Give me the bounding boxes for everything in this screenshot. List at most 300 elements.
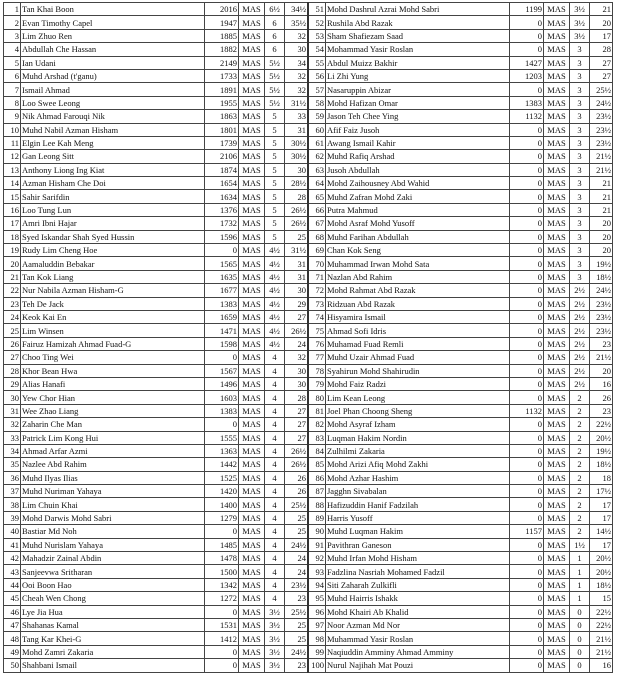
player-name-cell: Luqman Hakim Nordin [326, 431, 510, 444]
points-cell: 4 [265, 431, 285, 444]
player-name-cell: Li Zhi Yung [326, 69, 510, 82]
federation-cell: MAS [544, 203, 570, 216]
points-cell: 6½ [265, 3, 285, 16]
rating-cell: 0 [510, 203, 544, 216]
rating-cell: 1598 [205, 337, 239, 350]
federation-cell: MAS [239, 605, 265, 618]
federation-cell: MAS [544, 565, 570, 578]
rating-cell: 1383 [510, 96, 544, 109]
tiebreak-cell: 28 [590, 43, 613, 56]
rank-cell: 69 [308, 244, 326, 257]
points-cell: 4½ [265, 270, 285, 283]
rating-cell: 0 [205, 605, 239, 618]
federation-cell: MAS [544, 444, 570, 457]
player-name-cell: Muhd Ilyas Ilias [21, 471, 205, 484]
player-name-cell: Lim Winsen [21, 324, 205, 337]
rating-cell: 1659 [205, 310, 239, 323]
table-row [4, 659, 613, 672]
player-name-cell: Mohd Rahmat Abd Razak [326, 284, 510, 297]
rank-cell: 28 [4, 364, 21, 377]
points-cell: 3 [570, 230, 590, 243]
table-row [4, 431, 613, 444]
player-name-cell: Keok Kai En [21, 310, 205, 323]
player-name-cell: Azman Hisham Che Doi [21, 177, 205, 190]
points-cell: 3 [570, 110, 590, 123]
federation-cell: MAS [239, 645, 265, 658]
rank-cell: 54 [308, 43, 326, 56]
federation-cell: MAS [239, 565, 265, 578]
player-name-cell: Loo Swee Leong [21, 96, 205, 109]
table-row [4, 110, 613, 123]
federation-cell: MAS [544, 43, 570, 56]
rank-cell: 26 [4, 337, 21, 350]
federation-cell: MAS [239, 310, 265, 323]
rank-cell: 17 [4, 217, 21, 230]
rating-cell: 1272 [205, 592, 239, 605]
rank-cell: 5 [4, 56, 21, 69]
player-name-cell: Patrick Lim Kong Hui [21, 431, 205, 444]
federation-cell: MAS [239, 150, 265, 163]
tiebreak-cell: 25½ [590, 83, 613, 96]
rating-cell: 2106 [205, 150, 239, 163]
rating-cell: 1739 [205, 136, 239, 149]
tiebreak-cell: 30 [285, 364, 309, 377]
player-name-cell: Khor Bean Hwa [21, 364, 205, 377]
rank-cell: 29 [4, 377, 21, 390]
tiebreak-cell: 27 [285, 418, 309, 431]
player-name-cell: Sham Shafiezam Saad [326, 29, 510, 42]
rank-cell: 46 [4, 605, 21, 618]
rank-cell: 22 [4, 284, 21, 297]
federation-cell: MAS [239, 230, 265, 243]
table-row [4, 538, 613, 551]
points-cell: 2½ [570, 337, 590, 350]
points-cell: 2 [570, 525, 590, 538]
federation-cell: MAS [544, 364, 570, 377]
rating-cell: 0 [510, 136, 544, 149]
points-cell: 3 [570, 257, 590, 270]
rating-cell: 1279 [205, 511, 239, 524]
points-cell: 4 [265, 538, 285, 551]
tiebreak-cell: 21 [590, 3, 613, 16]
rating-cell: 0 [510, 364, 544, 377]
points-cell: 4 [265, 485, 285, 498]
tiebreak-cell: 25½ [285, 498, 309, 511]
federation-cell: MAS [239, 190, 265, 203]
federation-cell: MAS [544, 351, 570, 364]
rating-cell: 0 [510, 632, 544, 645]
tiebreak-cell: 17 [590, 498, 613, 511]
tiebreak-cell: 28 [285, 391, 309, 404]
federation-cell: MAS [239, 444, 265, 457]
rank-cell: 63 [308, 163, 326, 176]
points-cell: 2½ [570, 377, 590, 390]
player-name-cell: Mohd Faiz Radzi [326, 377, 510, 390]
player-name-cell: Muhd Farihan Abdullah [326, 230, 510, 243]
tiebreak-cell: 21 [590, 177, 613, 190]
rank-cell: 12 [4, 150, 21, 163]
points-cell: 4 [265, 552, 285, 565]
rating-cell: 0 [510, 324, 544, 337]
player-name-cell: Hisyamira Ismail [326, 310, 510, 323]
rating-cell: 1565 [205, 257, 239, 270]
rating-cell: 1555 [205, 431, 239, 444]
rating-cell: 1955 [205, 96, 239, 109]
points-cell: 4 [265, 592, 285, 605]
tiebreak-cell: 23½ [590, 324, 613, 337]
rating-cell: 1634 [205, 190, 239, 203]
points-cell: 4½ [265, 284, 285, 297]
rank-cell: 53 [308, 29, 326, 42]
tiebreak-cell: 28½ [285, 177, 309, 190]
player-name-cell: Nurul Najihah Mat Pouzi [326, 659, 510, 672]
player-name-cell: Syed Iskandar Shah Syed Hussin [21, 230, 205, 243]
player-name-cell: Mohd Asraf Mohd Yusoff [326, 217, 510, 230]
player-name-cell: Mohd Zamri Zakaria [21, 645, 205, 658]
federation-cell: MAS [544, 538, 570, 551]
rating-cell: 0 [510, 552, 544, 565]
tiebreak-cell: 31½ [285, 244, 309, 257]
table-row [4, 391, 613, 404]
player-name-cell: Evan Timothy Capel [21, 16, 205, 29]
tiebreak-cell: 20 [590, 230, 613, 243]
player-name-cell: Teh De Jack [21, 297, 205, 310]
table-row [4, 444, 613, 457]
player-name-cell: Ridzuan Abd Razak [326, 297, 510, 310]
rank-cell: 43 [4, 565, 21, 578]
points-cell: 2 [570, 404, 590, 417]
rating-cell: 1885 [205, 29, 239, 42]
standings-body [4, 3, 613, 673]
rating-cell: 1882 [205, 43, 239, 56]
federation-cell: MAS [239, 324, 265, 337]
tiebreak-cell: 21½ [590, 632, 613, 645]
tiebreak-cell: 28 [285, 190, 309, 203]
player-name-cell: Nazlan Abd Rahim [326, 270, 510, 283]
tiebreak-cell: 21 [590, 190, 613, 203]
rating-cell: 0 [510, 645, 544, 658]
tiebreak-cell: 14½ [590, 525, 613, 538]
federation-cell: MAS [239, 110, 265, 123]
player-name-cell: Jusoh Abdullah [326, 163, 510, 176]
player-name-cell: Aamaluddin Bebakar [21, 257, 205, 270]
federation-cell: MAS [544, 270, 570, 283]
points-cell: 3½ [265, 645, 285, 658]
points-cell: 3 [570, 177, 590, 190]
table-row [4, 511, 613, 524]
rating-cell: 0 [510, 351, 544, 364]
player-name-cell: Mohd Zaihousney Abd Wahid [326, 177, 510, 190]
table-row [4, 163, 613, 176]
rating-cell: 0 [510, 190, 544, 203]
rating-cell: 0 [205, 525, 239, 538]
federation-cell: MAS [544, 56, 570, 69]
points-cell: 5 [265, 123, 285, 136]
rating-cell: 1471 [205, 324, 239, 337]
federation-cell: MAS [544, 418, 570, 431]
rank-cell: 86 [308, 471, 326, 484]
rank-cell: 93 [308, 565, 326, 578]
rank-cell: 90 [308, 525, 326, 538]
rank-cell: 47 [4, 618, 21, 631]
rating-cell: 1635 [205, 270, 239, 283]
player-name-cell: Muhd Uzair Ahmad Fuad [326, 351, 510, 364]
federation-cell: MAS [239, 136, 265, 149]
tiebreak-cell: 25 [285, 511, 309, 524]
player-name-cell: Anthony Liong Ing Kiat [21, 163, 205, 176]
rank-cell: 56 [308, 69, 326, 82]
points-cell: 2 [570, 444, 590, 457]
points-cell: 4 [265, 377, 285, 390]
tiebreak-cell: 23½ [590, 136, 613, 149]
federation-cell: MAS [544, 337, 570, 350]
player-name-cell: Muhd Arshad (t'ganu) [21, 69, 205, 82]
federation-cell: MAS [544, 123, 570, 136]
federation-cell: MAS [544, 471, 570, 484]
rank-cell: 36 [4, 471, 21, 484]
points-cell: 3 [570, 217, 590, 230]
rating-cell: 1500 [205, 565, 239, 578]
rating-cell: 0 [510, 659, 544, 672]
rank-cell: 78 [308, 364, 326, 377]
tiebreak-cell: 31 [285, 270, 309, 283]
federation-cell: MAS [544, 217, 570, 230]
federation-cell: MAS [239, 632, 265, 645]
rating-cell: 1531 [205, 618, 239, 631]
player-name-cell: Muhd Hairris Ishakk [326, 592, 510, 605]
rating-cell: 0 [510, 43, 544, 56]
rating-cell: 1863 [205, 110, 239, 123]
federation-cell: MAS [239, 177, 265, 190]
player-name-cell: Abdul Muizz Bakhir [326, 56, 510, 69]
federation-cell: MAS [544, 297, 570, 310]
rating-cell: 2149 [205, 56, 239, 69]
points-cell: 4½ [265, 297, 285, 310]
player-name-cell: Muhd Zafran Mohd Zaki [326, 190, 510, 203]
table-row [4, 257, 613, 270]
rating-cell: 0 [510, 418, 544, 431]
rank-cell: 13 [4, 163, 21, 176]
tiebreak-cell: 18 [590, 471, 613, 484]
federation-cell: MAS [544, 284, 570, 297]
rating-cell: 1947 [205, 16, 239, 29]
federation-cell: MAS [544, 578, 570, 591]
table-row [4, 324, 613, 337]
rating-cell: 0 [510, 337, 544, 350]
rating-cell: 1376 [205, 203, 239, 216]
player-name-cell: Muhd Nurislam Yahaya [21, 538, 205, 551]
tiebreak-cell: 22½ [590, 418, 613, 431]
points-cell: 3½ [570, 3, 590, 16]
rating-cell: 0 [510, 538, 544, 551]
tiebreak-cell: 24½ [590, 284, 613, 297]
rating-cell: 0 [510, 257, 544, 270]
points-cell: 3½ [570, 16, 590, 29]
points-cell: 4½ [265, 337, 285, 350]
table-row [4, 552, 613, 565]
federation-cell: MAS [544, 458, 570, 471]
rating-cell: 0 [510, 458, 544, 471]
tiebreak-cell: 17½ [590, 485, 613, 498]
points-cell: 4½ [265, 257, 285, 270]
player-name-cell: Jagghn Sivabalan [326, 485, 510, 498]
tiebreak-cell: 27 [285, 404, 309, 417]
federation-cell: MAS [544, 136, 570, 149]
federation-cell: MAS [239, 43, 265, 56]
rating-cell: 0 [510, 592, 544, 605]
tiebreak-cell: 30½ [285, 136, 309, 149]
table-row [4, 310, 613, 323]
tiebreak-cell: 21 [590, 203, 613, 216]
points-cell: 3 [570, 244, 590, 257]
federation-cell: MAS [239, 498, 265, 511]
rank-cell: 37 [4, 485, 21, 498]
points-cell: 1 [570, 578, 590, 591]
federation-cell: MAS [544, 431, 570, 444]
points-cell: 3 [570, 43, 590, 56]
rank-cell: 33 [4, 431, 21, 444]
rank-cell: 44 [4, 578, 21, 591]
tiebreak-cell: 27 [590, 56, 613, 69]
rank-cell: 18 [4, 230, 21, 243]
rank-cell: 51 [308, 3, 326, 16]
tiebreak-cell: 23½ [590, 110, 613, 123]
player-name-cell: Fadzlina Nasriah Mohamed Fadzil [326, 565, 510, 578]
tiebreak-cell: 19½ [590, 257, 613, 270]
player-name-cell: Lim Zhuo Ren [21, 29, 205, 42]
player-name-cell: Muhamad Fuad Remli [326, 337, 510, 350]
table-row [4, 404, 613, 417]
rating-cell: 0 [205, 418, 239, 431]
tiebreak-cell: 23½ [285, 578, 309, 591]
federation-cell: MAS [544, 511, 570, 524]
player-name-cell: Tan Kok Liang [21, 270, 205, 283]
table-row [4, 351, 613, 364]
rank-cell: 10 [4, 123, 21, 136]
tiebreak-cell: 22½ [590, 605, 613, 618]
rating-cell: 1199 [510, 3, 544, 16]
table-row [4, 632, 613, 645]
player-name-cell: Shahbani Ismail [21, 659, 205, 672]
player-name-cell: Pavithran Ganeson [326, 538, 510, 551]
federation-cell: MAS [544, 16, 570, 29]
rating-cell: 0 [205, 351, 239, 364]
rank-cell: 49 [4, 645, 21, 658]
rank-cell: 30 [4, 391, 21, 404]
points-cell: 4 [265, 511, 285, 524]
player-name-cell: Sahir Sarifdin [21, 190, 205, 203]
tiebreak-cell: 20 [590, 244, 613, 257]
points-cell: 5½ [265, 56, 285, 69]
table-row [4, 618, 613, 631]
federation-cell: MAS [239, 552, 265, 565]
points-cell: 3 [570, 190, 590, 203]
points-cell: 0 [570, 645, 590, 658]
tiebreak-cell: 32 [285, 351, 309, 364]
points-cell: 5½ [265, 96, 285, 109]
points-cell: 4½ [265, 310, 285, 323]
points-cell: 5 [265, 230, 285, 243]
rank-cell: 82 [308, 418, 326, 431]
rank-cell: 100 [308, 659, 326, 672]
federation-cell: MAS [239, 163, 265, 176]
rating-cell: 0 [510, 605, 544, 618]
federation-cell: MAS [239, 485, 265, 498]
tiebreak-cell: 30 [285, 43, 309, 56]
player-name-cell: Zulhilmi Zakaria [326, 444, 510, 457]
rating-cell: 0 [510, 230, 544, 243]
rating-cell: 1891 [205, 83, 239, 96]
federation-cell: MAS [239, 351, 265, 364]
player-name-cell: Choo Ting Wei [21, 351, 205, 364]
federation-cell: MAS [544, 632, 570, 645]
standings-table [3, 2, 613, 673]
rating-cell: 0 [510, 244, 544, 257]
table-row [4, 177, 613, 190]
rank-cell: 73 [308, 297, 326, 310]
federation-cell: MAS [239, 471, 265, 484]
rating-cell: 1603 [205, 391, 239, 404]
player-name-cell: Syahirun Mohd Shahirudin [326, 364, 510, 377]
points-cell: 3½ [265, 605, 285, 618]
rating-cell: 1427 [510, 56, 544, 69]
player-name-cell: Ismail Ahmad [21, 83, 205, 96]
tiebreak-cell: 20 [590, 364, 613, 377]
federation-cell: MAS [239, 511, 265, 524]
tiebreak-cell: 32 [285, 83, 309, 96]
points-cell: 0 [570, 605, 590, 618]
rating-cell: 0 [510, 310, 544, 323]
tiebreak-cell: 25½ [285, 605, 309, 618]
federation-cell: MAS [544, 163, 570, 176]
tiebreak-cell: 26½ [285, 458, 309, 471]
rank-cell: 89 [308, 511, 326, 524]
rank-cell: 58 [308, 96, 326, 109]
table-row [4, 123, 613, 136]
rating-cell: 1363 [205, 444, 239, 457]
rank-cell: 95 [308, 592, 326, 605]
rating-cell: 1485 [205, 538, 239, 551]
points-cell: 2 [570, 498, 590, 511]
rating-cell: 0 [510, 123, 544, 136]
points-cell: 5½ [265, 83, 285, 96]
rank-cell: 21 [4, 270, 21, 283]
federation-cell: MAS [239, 217, 265, 230]
rank-cell: 57 [308, 83, 326, 96]
player-name-cell: Alias Hanafi [21, 377, 205, 390]
rating-cell: 0 [205, 659, 239, 672]
federation-cell: MAS [544, 391, 570, 404]
rank-cell: 60 [308, 123, 326, 136]
tiebreak-cell: 20½ [590, 431, 613, 444]
points-cell: 4½ [265, 244, 285, 257]
table-row [4, 297, 613, 310]
points-cell: 5 [265, 110, 285, 123]
tiebreak-cell: 24 [285, 337, 309, 350]
points-cell: 3 [570, 123, 590, 136]
rank-cell: 87 [308, 485, 326, 498]
rank-cell: 34 [4, 444, 21, 457]
rating-cell: 0 [510, 444, 544, 457]
player-name-cell: Ooi Boon Hao [21, 578, 205, 591]
rank-cell: 72 [308, 284, 326, 297]
points-cell: 3 [570, 203, 590, 216]
rank-cell: 66 [308, 203, 326, 216]
tiebreak-cell: 35½ [285, 16, 309, 29]
rank-cell: 98 [308, 632, 326, 645]
rank-cell: 20 [4, 257, 21, 270]
rank-cell: 41 [4, 538, 21, 551]
